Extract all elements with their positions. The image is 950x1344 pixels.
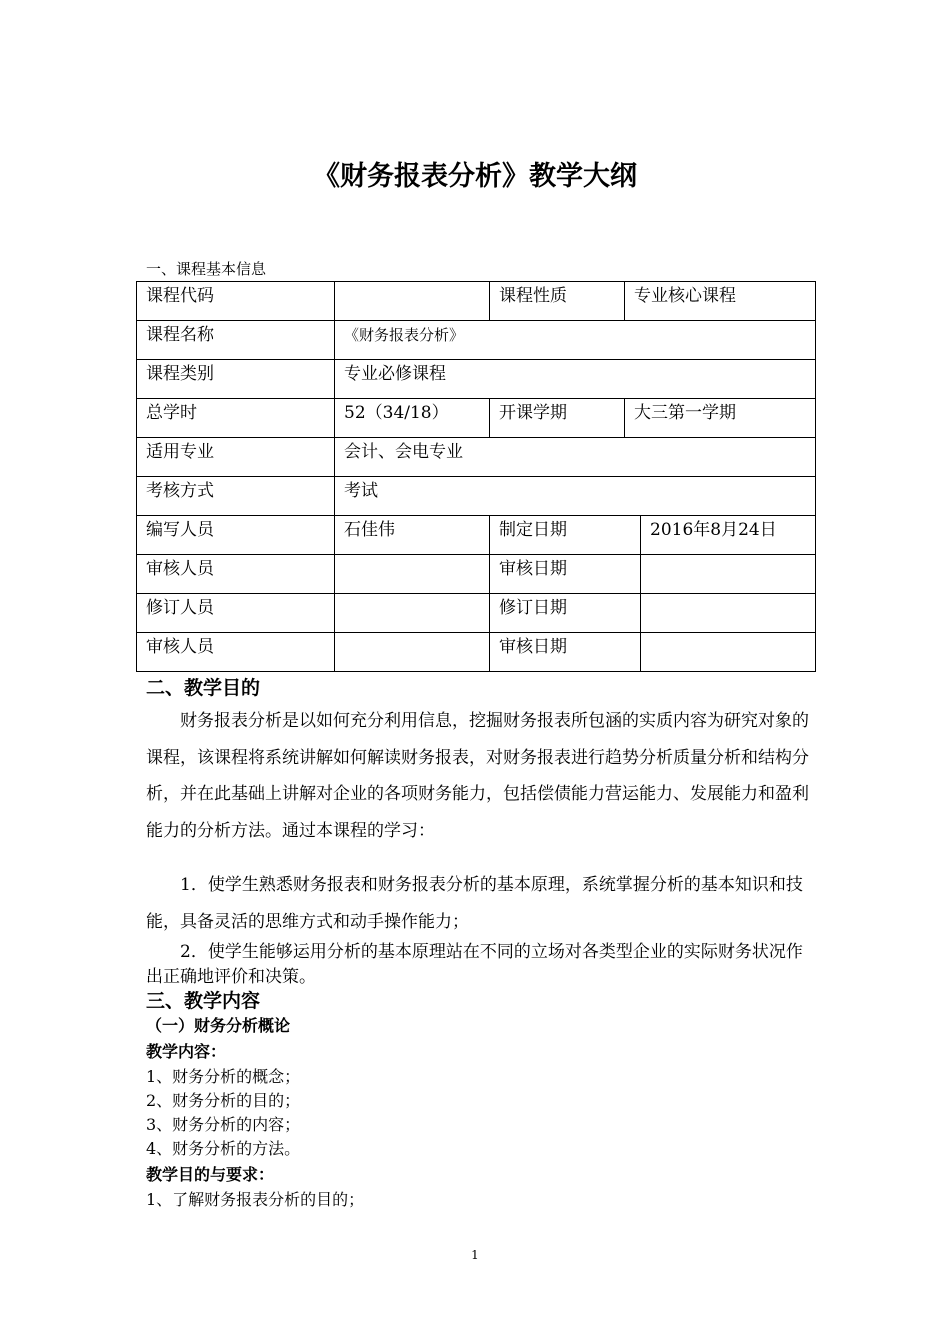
cell-label: 考核方式 — [137, 477, 335, 516]
subsection-title: （一）财务分析概论 — [146, 1016, 291, 1035]
list-item: 1、财务分析的概念； — [146, 1067, 301, 1086]
cell-label: 课程名称 — [137, 321, 335, 360]
page-number: 1 — [471, 1248, 479, 1262]
section-teaching-purpose-heading: 二、教学目的 — [146, 677, 261, 699]
cell-value: 《财务报表分析》 — [335, 321, 816, 360]
cell-value — [335, 633, 490, 672]
list-item: 3、财务分析的内容； — [146, 1115, 301, 1134]
table-row — [137, 555, 816, 594]
cell-value: 大三第一学期 — [625, 399, 816, 438]
cell-value: 专业核心课程 — [625, 282, 816, 321]
cell-label: 审核日期 — [490, 555, 641, 594]
cell-value — [335, 555, 490, 594]
table-row — [137, 633, 816, 672]
table-row — [137, 360, 816, 399]
cell-value: 考试 — [335, 477, 816, 516]
table-row — [137, 399, 816, 438]
cell-value — [335, 282, 490, 321]
table-row — [137, 321, 816, 360]
cell-label: 课程代码 — [137, 282, 335, 321]
cell-value — [641, 555, 816, 594]
cell-label: 修订日期 — [490, 594, 641, 633]
cell-label: 课程类别 — [137, 360, 335, 399]
list-item: 1、了解财务报表分析的目的； — [146, 1190, 365, 1209]
document-title: 《财务报表分析》教学大纲 — [313, 161, 637, 192]
list-item: 2、财务分析的目的； — [146, 1091, 301, 1110]
list-item: 4、财务分析的方法。 — [146, 1139, 301, 1158]
table-row — [137, 477, 816, 516]
cell-value — [335, 594, 490, 633]
table-row — [137, 516, 816, 555]
requirements-heading: 教学目的与要求： — [146, 1165, 275, 1184]
cell-label: 修订人员 — [137, 594, 335, 633]
cell-value — [641, 633, 816, 672]
cell-label: 总学时 — [137, 399, 335, 438]
table-row — [137, 438, 816, 477]
cell-value — [641, 594, 816, 633]
content-heading: 教学内容： — [146, 1042, 227, 1061]
cell-value: 专业必修课程 — [335, 360, 816, 399]
requirements-list — [146, 1188, 364, 1212]
table-row — [137, 594, 816, 633]
teaching-goal-2: 2．使学生能够运用分析的基本原理站在不同的立场对各类型企业的实际财务状况作出正确地评价和决策。 — [146, 942, 803, 987]
section-course-info-heading: 一、课程基本信息 — [146, 260, 267, 278]
cell-label: 课程性质 — [490, 282, 625, 321]
cell-value: 52（34/18） — [335, 399, 490, 438]
teaching-goal-1: 1．使学生熟悉财务报表和财务报表分析的基本原理，系统掌握分析的基本知识和技能，具备灵活的思维方式和动手操作能力； — [146, 875, 803, 932]
cell-label: 审核日期 — [490, 633, 641, 672]
cell-label: 适用专业 — [137, 438, 335, 477]
cell-value: 石佳伟 — [335, 516, 490, 555]
cell-label: 审核人员 — [137, 555, 335, 594]
course-info-table — [136, 281, 816, 672]
table-row — [137, 282, 816, 321]
cell-label: 开课学期 — [490, 399, 625, 438]
teaching-purpose-paragraph: 财务报表分析是以如何充分利用信息，挖掘财务报表所包涵的实质内容为研究对象的课程，该课程将系统讲解如何解读财务报表，对财务报表进行趋势分析质量分析和结构分析，并在此基础上讲解对企业的各项财务能力，包括偿债能力营运能力、发展能力和盈利能力的分析方法。通过本课程的学习： — [146, 711, 809, 841]
cell-label: 制定日期 — [490, 516, 641, 555]
cell-value: 2016年8月24日 — [641, 516, 816, 555]
section-teaching-content-heading: 三、教学内容 — [146, 990, 261, 1012]
cell-label: 审核人员 — [137, 633, 335, 672]
content-list — [146, 1065, 300, 1161]
cell-label: 编写人员 — [137, 516, 335, 555]
cell-value: 会计、会电专业 — [335, 438, 816, 477]
